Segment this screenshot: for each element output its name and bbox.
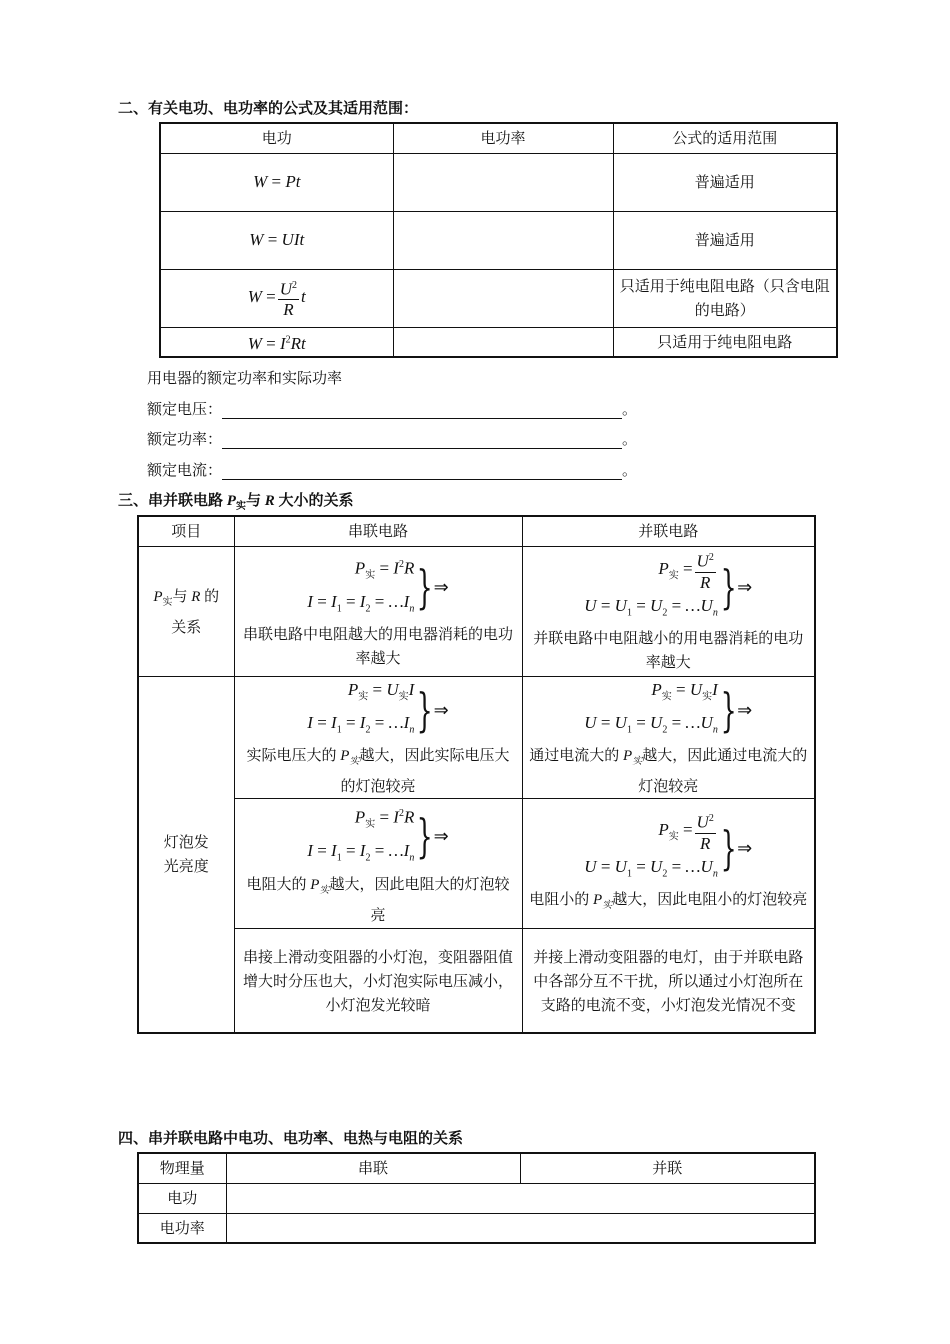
power-cell [393,211,613,269]
row3-series-text-b: 越大，因此电阻大的灯泡较亮 [329,874,510,924]
rated-current-blank [222,463,622,480]
row1-series-text: 串联电路中电阻越大的用电器消耗的电功率越大 [242,625,513,668]
row-power-value [226,1213,815,1243]
row2-parallel-text-b: 越大，因此通过电流大的灯泡较亮 [638,746,808,796]
row2-parallel-formula: $P_实 = U_实I$ $U = U_1 = U_2$ = $\dots U_n$ } ⇒ [584,679,753,737]
row2-parallel-text-a: 通过电流大的 [529,746,620,765]
row1-parallel-text: 并联电路中电阻越小的用电器消耗的电功率越大 [533,629,804,672]
row2-parallel-text: 通过电流大的 $P_实$越大，因此通过电流大的灯泡较亮 [529,746,808,796]
sub-shi: 实 [319,884,330,896]
row4-parallel: 并接上滑动变阻器的电灯，由于并联电路中各部分互不干扰，所以通过小灯泡所在支路的电流不变，小灯泡发光情况不变 [522,929,815,1033]
header-scope: 公式的适用范围 [613,123,837,153]
row2-series-text: 实际电压大的 $P_实$越大，因此实际电压大的灯泡较亮 [246,746,510,796]
row2-item: 灯泡发光亮度 [138,676,234,1033]
end-mark: 。 [622,461,638,479]
sub-shi: 实 [602,900,613,912]
section3-title: 三、串并联电路 $P_实$与 R 大小的关系 [118,491,354,512]
formula-w-i2rt: $W = I^2Rt$ [160,327,393,357]
row1-item: $P_实$与 R 的 关系 [138,546,234,676]
rated-power-label: 额定功率： [147,430,223,448]
formula-w-u2rt: W = $\frac{U^2}{R}$ t [160,269,393,327]
formula-w-uit: W = UIt [160,211,393,269]
rated-power-blank [222,432,622,449]
end-mark: 。 [622,430,638,448]
row3-series-text: 电阻大的 $P_实$越大，因此电阻大的灯泡较亮 [246,874,510,924]
rated-current-line [147,459,637,480]
section3-title-suffix: 大小的关系 [278,491,354,509]
scope-cell: 普遍适用 [613,211,837,269]
row1-series-formula: $P_实 = I^2R$ $I = I_1 = I_2$ = $\dots I_n$ } ⇒ [307,558,449,615]
row3-parallel-text-a: 电阻小的 [529,890,590,909]
relation-table [137,515,816,1034]
row3-parallel-text-b: 越大，因此电阻小的灯泡较亮 [612,890,808,909]
header-item: 项目 [138,516,234,546]
rated-current-label: 额定电流： [147,461,223,479]
rated-voltage-label: 额定电压： [147,400,223,418]
row1-item-c: 关系 [171,617,202,636]
power-cell [393,153,613,211]
rated-intro: 用电器的额定功率和实际功率 [147,369,343,387]
row1-item-b: 的 [204,586,220,605]
row2-parallel [522,676,815,799]
rated-voltage-line [147,398,637,419]
section2-title: 二、有关电功、电功率的公式及其适用范围： [118,99,419,117]
header-parallel: 并联电路 [522,516,815,546]
row-work: 电功 [138,1183,226,1213]
row3-series-formula: $P_实 = I^2R$ $I = I_1 = I_2$ = $\dots I_n$ } ⇒ [307,807,449,864]
row2-series-text-a: 实际电压大的 [246,746,337,765]
end-mark: 。 [622,400,638,418]
row2-series [234,676,522,799]
row2-series-text-b: 越大，因此实际电压大的灯泡较亮 [340,746,510,796]
scope-cell: 只适用于纯电阻电路（只含电阻的电路） [613,269,837,327]
row2-series-formula: $P_实 = U_实I$ $I = I_1 = I_2$ = $\dots I_n$ } ⇒ [307,679,449,737]
header-quantity: 物理量 [138,1153,226,1183]
row3-parallel-formula: $P_实$ = $\frac{U^2}{R}$ $U = U_1 = U_2$ = $\dots U_n$ } ⇒ [584,809,752,887]
formula-w-pt: W = Pt [160,153,393,211]
quantity-table [137,1152,816,1244]
section3-title-prefix: 三、串并联电路 [118,491,224,509]
scope-cell: 只适用于纯电阻电路 [613,327,837,357]
power-cell [393,327,613,357]
sub-shi: 实 [349,756,360,768]
row1-item-a: 与 [172,586,188,605]
row-power: 电功率 [138,1213,226,1243]
header-series: 串联电路 [234,516,522,546]
scope-cell: 普遍适用 [613,153,837,211]
rated-power-line [147,428,637,449]
row-work-value [226,1183,815,1213]
rated-voltage-blank [222,402,622,419]
row1-parallel [522,546,815,676]
row4-series: 串接上滑动变阻器的小灯泡，变阻器阻值增大时分压也大，小灯泡实际电压减小，小灯泡发光较暗 [234,929,522,1033]
row3-series-text-a: 电阻大的 [246,874,307,893]
section3-title-mid: 与 [245,491,261,509]
header-work: 电功 [160,123,393,153]
header-power: 电功率 [393,123,613,153]
header-series: 串联 [226,1153,520,1183]
row1-parallel-formula: $P_实$ = $\frac{U^2}{R}$ $U = U_1 = U_2$ = $\dots U_n$ } ⇒ [584,548,752,626]
row1-series [234,546,522,676]
section3-title-sub: 实 [235,501,246,512]
formula-table [159,122,838,358]
row3-parallel-text: 电阻小的 $P_实$越大，因此电阻小的灯泡较亮 [529,890,808,912]
row3-parallel [522,799,815,929]
sub-shi: 实 [632,756,643,768]
header-parallel: 并联 [520,1153,815,1183]
power-cell [393,269,613,327]
sub-shi: 实 [162,596,173,608]
row3-series [234,799,522,929]
section4-title: 四、串并联电路中电功、电功率、电热与电阻的关系 [118,1129,464,1147]
